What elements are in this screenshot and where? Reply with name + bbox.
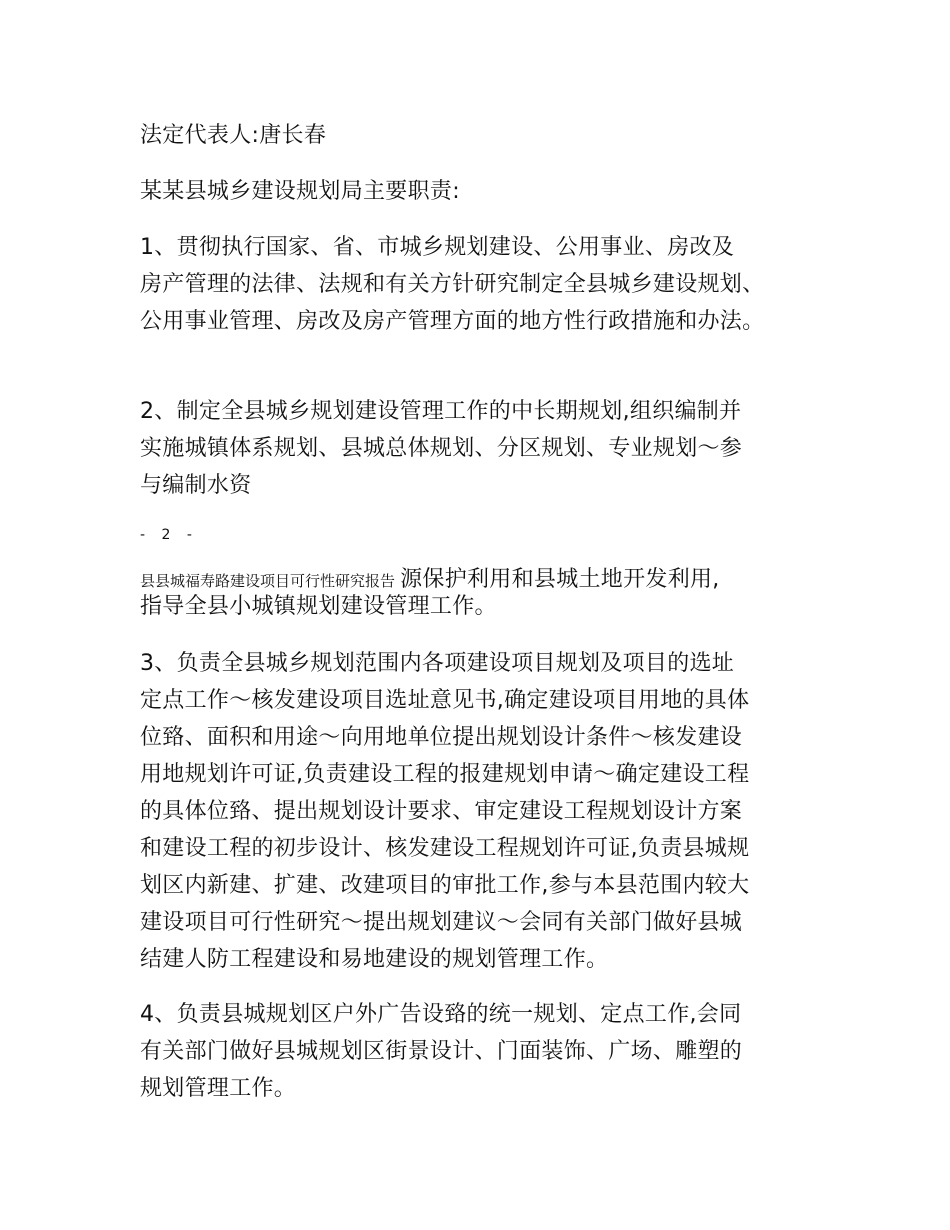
page-number: - 2 - <box>140 527 198 543</box>
paragraph-line: 结建人防工程建设和易地建设的规划管理工作。 <box>140 947 609 972</box>
paragraph-line: 和建设工程的初步设计、核发建设工程规划许可证,负责县城规 <box>140 836 750 861</box>
paragraph-line: 定点工作～核发建设项目选址意见书,确定建设项目用地的具体 <box>140 688 750 713</box>
paragraph-line: 划区内新建、扩建、改建项目的审批工作,参与本县范围内较大 <box>140 873 750 898</box>
paragraph-line: 位臵、面积和用途～向用地单位提出规划设计条件～核发建设 <box>140 725 743 750</box>
duties-heading: 某某县城乡建设规划局主要职责: <box>140 179 460 204</box>
paragraph-line: 规划管理工作。 <box>140 1076 297 1101</box>
paragraph-line: 4、负责县城规划区户外广告设臵的统一规划、定点工作,会同 <box>140 1002 742 1027</box>
paragraph-line: 实施城镇体系规划、县城总体规划、分区规划、专业规划～参 <box>140 436 743 461</box>
paragraph-line: 房产管理的法律、法规和有关方针研究制定全县城乡建设规划、 <box>140 272 765 297</box>
paragraph-line: 3、负责全县城乡规划范围内各项建设项目规划及项目的选址 <box>140 651 735 676</box>
paragraph-line: 与编制水资 <box>140 473 252 498</box>
paragraph-line: 1、贯彻执行国家、省、市城乡规划建设、公用事业、房改及 <box>140 235 735 260</box>
paragraph-line: 有关部门做好县城规划区街景设计、门面装饰、广场、雕塑的 <box>140 1039 743 1064</box>
legal-representative: 法定代表人:唐长春 <box>140 123 327 148</box>
header-continuation-line <box>140 566 720 595</box>
running-header: 县县城福寿路建设项目可行性研究报告 <box>140 572 396 590</box>
paragraph-line: 公用事业管理、房改及房产管理方面的地方性行政措施和办法。 <box>140 309 765 334</box>
paragraph-line: 建设项目可行性研究～提出规划建议～会同有关部门做好县城 <box>140 910 743 935</box>
paragraph-line: 源保护利用和县城土地开发利用, <box>400 567 720 592</box>
paragraph-line: 2、制定全县城乡规划建设管理工作的中长期规划,组织编制并 <box>140 399 742 424</box>
paragraph-line: 用地规划许可证,负责建设工程的报建规划申请～确定建设工程 <box>140 762 750 787</box>
paragraph-line: 的具体位臵、提出规划设计要求、审定建设工程规划设计方案 <box>140 799 743 824</box>
paragraph-line: 指导全县小城镇规划建设管理工作。 <box>140 594 497 619</box>
